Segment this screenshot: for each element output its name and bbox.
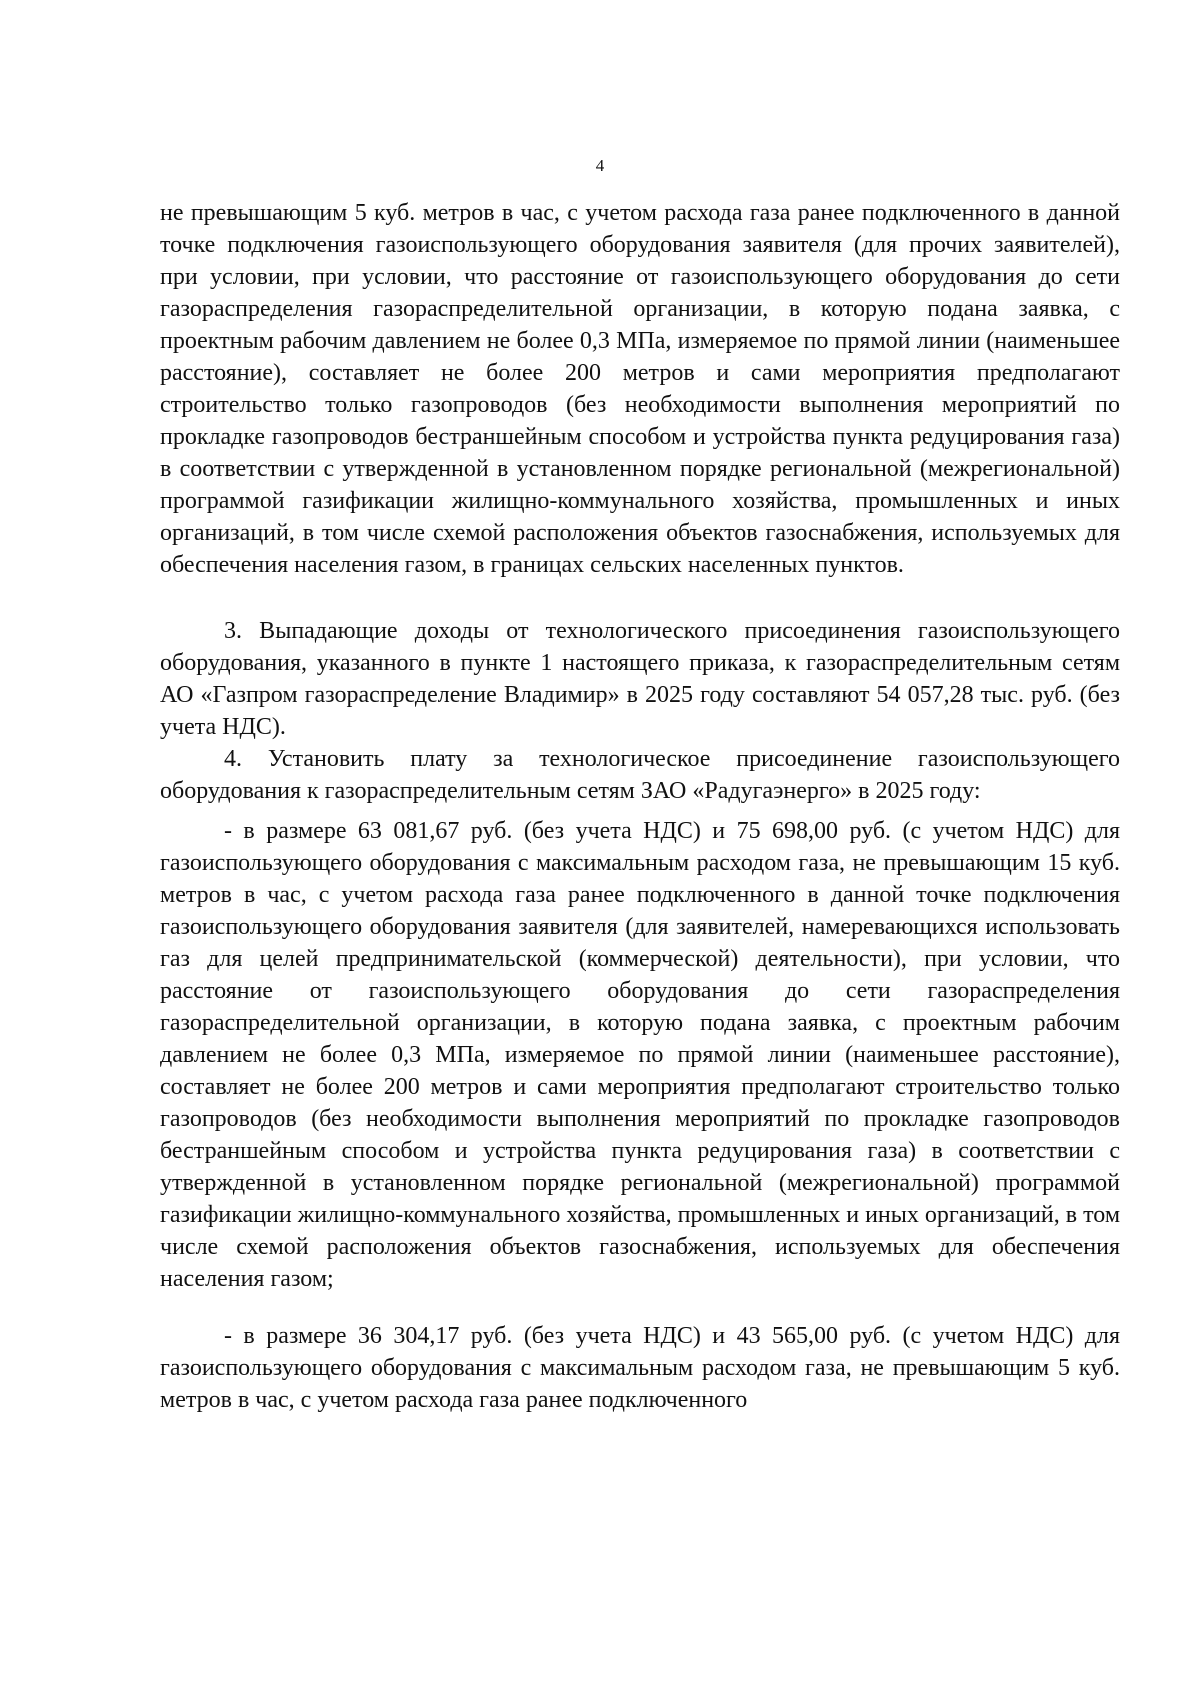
page-number: 4 bbox=[595, 156, 605, 175]
paragraph-text: 3. Выпадающие доходы от технологического присоединения газоиспользующего оборудования, указанного в пункте 1 настоящего приказа, к газораспределительным сетям АО «Газпром газораспределение Владимир» в 2025 году составляют 54 057,28 тыс. руб. (без учета НДС). bbox=[160, 618, 1120, 740]
paragraph-item-4-sub-2 bbox=[160, 1320, 1120, 1416]
paragraph-text: - в размере 63 081,67 руб. (без учета НДС) и 75 698,00 руб. (с учетом НДС) для газоиспользующего оборудования с максимальным расходом газа, не превышающим 15 куб. метров в час, с учетом расхода газа ранее подключенного в данной точке подключения газоиспользующего оборудования заявителя (для заявителей, намеревающихся использовать газ для целей предпринимательской (коммерческой) деятельности), при условии, что расстояние от газоиспользующего оборудования до сети газораспределения газораспределительной организации, в которую подана заявка, с проектным рабочим давлением не более 0,3 МПа, измеряемое по прямой линии (наименьшее расстояние), составляет не более 200 метров и сами мероприятия предполагают строительство только газопроводов (без необходимости выполнения мероприятий по прокладке газопроводов бестраншейным способом и устройства пункта редуцирования газа) в соответствии с утвержденной в установленном порядке региональной (межрегиональной) программой газификации жилищно-коммунального хозяйства, промышленных и иных организаций, в том числе схемой расположения объектов газоснабжения, используемых для обеспечения населения газом; bbox=[160, 818, 1120, 1292]
paragraph-item-4-sub-1 bbox=[160, 815, 1120, 1295]
paragraph-continuation bbox=[160, 197, 1120, 581]
paragraph-text: не превышающим 5 куб. метров в час, с учетом расхода газа ранее подключенного в данной точке подключения газоиспользующего оборудования заявителя (для прочих заявителей), при условии, при условии, что расстояние от газоиспользующего оборудования до сети газораспределения газораспределительной организации, в которую подана заявка, с проектным рабочим давлением не более 0,3 МПа, измеряемое по прямой линии (наименьшее расстояние), составляет не более 200 метров и сами мероприятия предполагают строительство только газопроводов (без необходимости выполнения мероприятий по прокладке газопроводов бестраншейным способом и устройства пункта редуцирования газа) в соответствии с утвержденной в установленном порядке региональной (межрегиональной) программой газификации жилищно-коммунального хозяйства, промышленных и иных организаций, в том числе схемой расположения объектов газоснабжения, используемых для обеспечения населения газом, в границах сельских населенных пунктов. bbox=[160, 200, 1120, 578]
paragraph-item-4 bbox=[160, 743, 1120, 807]
paragraph-text: 4. Установить плату за технологическое присоединение газоиспользующего оборудования к газораспределительным сетям ЗАО «Радугаэнерго» в 2025 году: bbox=[160, 746, 1120, 804]
paragraph-item-3 bbox=[160, 615, 1120, 743]
paragraph-text: - в размере 36 304,17 руб. (без учета НДС) и 43 565,00 руб. (с учетом НДС) для газоиспользующего оборудования с максимальным расходом газа, не превышающим 5 куб. метров в час, с учетом расхода газа ранее подключенного bbox=[160, 1323, 1120, 1413]
